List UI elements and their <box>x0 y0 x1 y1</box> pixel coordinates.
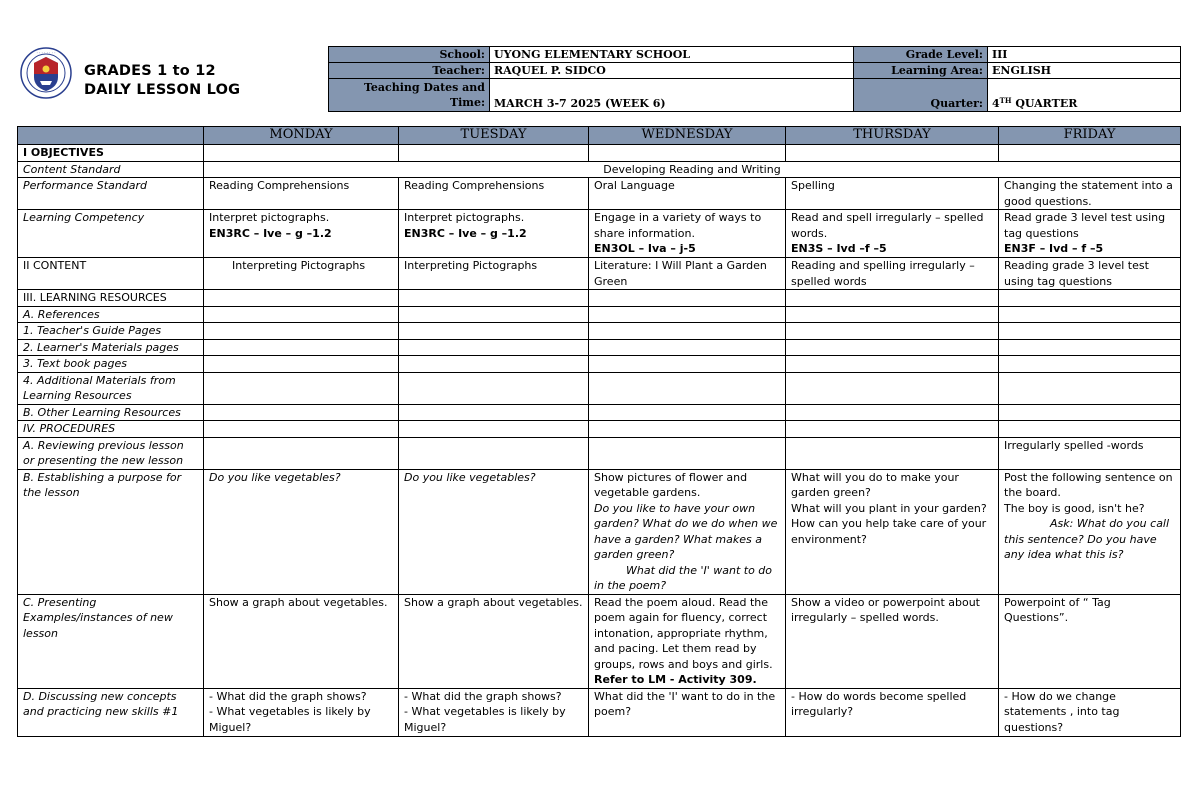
quarter-word: QUARTER <box>1011 97 1078 110</box>
establishing-tuesday: Do you like vegetables? <box>399 469 589 594</box>
establishing-monday: Do you like vegetables? <box>204 469 399 594</box>
school-value: UYONG ELEMENTARY SCHOOL <box>490 47 854 63</box>
competency-text: Read and spell irregularly – spelled words. <box>791 211 984 240</box>
table-row <box>18 290 1181 307</box>
establishing-label: B. Establishing a purpose for the lesson <box>18 469 204 594</box>
performance-standard-label: Performance Standard <box>18 178 204 210</box>
establishing-thu-line-1: What will you do to make your garden green? <box>791 470 959 499</box>
day-tuesday: TUESDAY <box>399 127 589 145</box>
establishing-thu-line-3: How can you help take care of your environment? <box>791 517 987 546</box>
table-row <box>18 178 1181 210</box>
table-row <box>18 469 1181 594</box>
day-monday: MONDAY <box>204 127 399 145</box>
reviewing-label: A. Reviewing previous lesson or presenting the new lesson <box>18 437 204 469</box>
content-thursday: Reading and spelling irregularly – spelled words <box>786 258 999 290</box>
presenting-wednesday <box>589 594 786 688</box>
table-row <box>18 306 1181 323</box>
presenting-tuesday: Show a graph about vegetables. <box>399 594 589 688</box>
learning-competency-label: Learning Competency <box>18 210 204 258</box>
discussing-mon-line-2: - What vegetables is likely by Miguel? <box>209 705 371 734</box>
day-thursday: THURSDAY <box>786 127 999 145</box>
table-row <box>18 421 1181 438</box>
content-tuesday: Interpreting Pictographs <box>399 258 589 290</box>
table-row <box>18 145 1181 162</box>
table-row <box>18 437 1181 469</box>
content-standard-value: Developing Reading and Writing <box>204 161 1181 178</box>
learning-area-label: Learning Area: <box>854 63 988 79</box>
dates-label <box>329 79 490 112</box>
performance-wednesday: Oral Language <box>589 178 786 210</box>
table-row <box>18 210 1181 258</box>
content-friday: Reading grade 3 level test using tag questions <box>999 258 1181 290</box>
presenting-friday: Powerpoint of “ Tag Questions”. <box>999 594 1181 688</box>
competency-text: Interpret pictographs. <box>209 211 330 224</box>
establishing-wed-line-3: What did the 'I' want to do <box>626 563 773 577</box>
teachers-guide-label: 1. Teacher's Guide Pages <box>18 323 204 340</box>
competency-code: EN3RC – Ive – g –1.2 <box>209 226 332 240</box>
establishing-wed-line-2: Do you like to have your own garden? What do we do when we have a garden? What makes a garden green? <box>594 501 778 561</box>
discussing-monday <box>204 688 399 736</box>
establishing-wednesday <box>589 469 786 594</box>
establishing-wed-line-4: in the poem? <box>594 579 667 592</box>
performance-friday: Changing the statement into a good questions. <box>999 178 1181 210</box>
discussing-label: D. Discussing new concepts and practicing new skills #1 <box>18 688 204 736</box>
establishing-friday <box>999 469 1181 594</box>
competency-code: EN3S – Ivd –f –5 <box>791 242 887 255</box>
presenting-thursday: Show a video or powerpoint about irregularly – spelled words. <box>786 594 999 688</box>
discussing-tue-line-2: - What vegetables is likely by Miguel? <box>404 705 566 734</box>
teacher-value: RAQUEL P. SIDCO <box>490 63 854 79</box>
teacher-label: Teacher: <box>329 63 490 79</box>
school-label: School: <box>329 47 490 63</box>
content-label: II CONTENT <box>18 258 204 290</box>
discussing-friday: - How do we change statements , into tag questions? <box>999 688 1181 736</box>
table-row <box>18 372 1181 404</box>
competency-text: Interpret pictographs. <box>404 211 525 224</box>
title-line-2: DAILY LESSON LOG <box>84 82 241 98</box>
quarter-label: Quarter: <box>854 79 988 112</box>
competency-wednesday <box>589 210 786 258</box>
table-row <box>18 339 1181 356</box>
textbook-label: 3. Text book pages <box>18 356 204 373</box>
competency-tuesday <box>399 210 589 258</box>
presenting-label: C. Presenting Examples/instances of new lesson <box>18 594 204 688</box>
competency-code: EN3F – Ivd – f –5 <box>1004 242 1104 255</box>
dates-label-line-2: Time: <box>449 96 485 109</box>
performance-tuesday: Reading Comprehensions <box>399 178 589 210</box>
deped-seal-logo <box>20 47 72 99</box>
establishing-fri-line-1: Post the following sentence on the board. <box>1004 470 1173 499</box>
presenting-wed-reference: Refer to LM - Activity 309. <box>594 673 757 686</box>
dates-value: MARCH 3-7 2025 (WEEK 6) <box>490 79 854 112</box>
competency-text: Engage in a variety of ways to share information. <box>594 211 762 240</box>
lesson-log-table <box>17 126 1181 737</box>
table-row <box>18 688 1181 736</box>
grade-level-value: III <box>988 47 1181 63</box>
procedures-label: IV. PROCEDURES <box>18 421 204 438</box>
learning-resources-label: III. LEARNING RESOURCES <box>18 290 204 307</box>
reviewing-friday: Irregularly spelled -words <box>999 437 1181 469</box>
competency-friday <box>999 210 1181 258</box>
header-info-table <box>328 46 1181 112</box>
table-row <box>18 323 1181 340</box>
establishing-fri-line-3: Ask: What do you call <box>1050 517 1170 530</box>
content-wednesday: Literature: I Will Plant a Garden Green <box>589 258 786 290</box>
objectives-label: I OBJECTIVES <box>18 145 204 162</box>
establishing-thursday <box>786 469 999 594</box>
table-row <box>18 161 1181 178</box>
content-standard-label: Content Standard <box>18 161 204 178</box>
table-row <box>18 404 1181 421</box>
table-row <box>18 356 1181 373</box>
establishing-fri-line-2: The boy is good, isn't he? <box>1004 501 1145 515</box>
quarter-value <box>988 79 1181 112</box>
other-resources-label: B. Other Learning Resources <box>18 404 204 421</box>
discussing-wednesday: What did the 'I' want to do in the poem? <box>589 688 786 736</box>
performance-thursday: Spelling <box>786 178 999 210</box>
content-monday: Interpreting Pictographs <box>204 258 399 290</box>
presenting-wed-text: Read the poem aloud. Read the poem again for fluency, correct intonation, appropriate rhythm, and pacing. Let them read by groups, rows and boys and girls. <box>594 595 773 671</box>
performance-monday: Reading Comprehensions <box>204 178 399 210</box>
additional-materials-label: 4. Additional Materials from Learning Resources <box>18 372 204 404</box>
day-header-row <box>18 127 1181 145</box>
competency-thursday <box>786 210 999 258</box>
competency-code: EN3RC – Ive – g –1.2 <box>404 226 527 240</box>
discussing-mon-line-1: - What did the graph shows? <box>209 689 367 703</box>
dates-label-line-1: Teaching Dates and <box>363 81 485 94</box>
references-label: A. References <box>18 306 204 323</box>
lesson-log-title <box>84 62 240 100</box>
discussing-thursday: - How do words become spelled irregularly? <box>786 688 999 736</box>
quarter-suffix: TH <box>999 96 1012 105</box>
table-row <box>18 258 1181 290</box>
learners-materials-label: 2. Learner's Materials pages <box>18 339 204 356</box>
learning-area-value: ENGLISH <box>988 63 1181 79</box>
quarter-number: 4 <box>992 97 1000 110</box>
corner-cell <box>18 127 204 145</box>
discussing-tuesday <box>399 688 589 736</box>
day-wednesday: WEDNESDAY <box>589 127 786 145</box>
grade-level-label: Grade Level: <box>854 47 988 63</box>
establishing-thu-line-2: What will you plant in your garden? <box>791 501 987 515</box>
establishing-wed-line-1: Show pictures of flower and vegetable gardens. <box>594 470 748 499</box>
discussing-tue-line-1: - What did the graph shows? <box>404 689 562 703</box>
presenting-monday: Show a graph about vegetables. <box>204 594 399 688</box>
competency-code: EN3OL – Iva – j-5 <box>594 242 696 255</box>
day-friday: FRIDAY <box>999 127 1181 145</box>
competency-monday <box>204 210 399 258</box>
svg-text:· · · · · · · ·: · · · · · · · · <box>36 50 56 56</box>
table-row <box>18 594 1181 688</box>
competency-text: Read grade 3 level test using tag questions <box>1004 211 1166 240</box>
title-line-1: GRADES 1 to 12 <box>84 63 216 79</box>
establishing-fri-line-4: this sentence? Do you have any idea what this is? <box>1004 532 1157 561</box>
